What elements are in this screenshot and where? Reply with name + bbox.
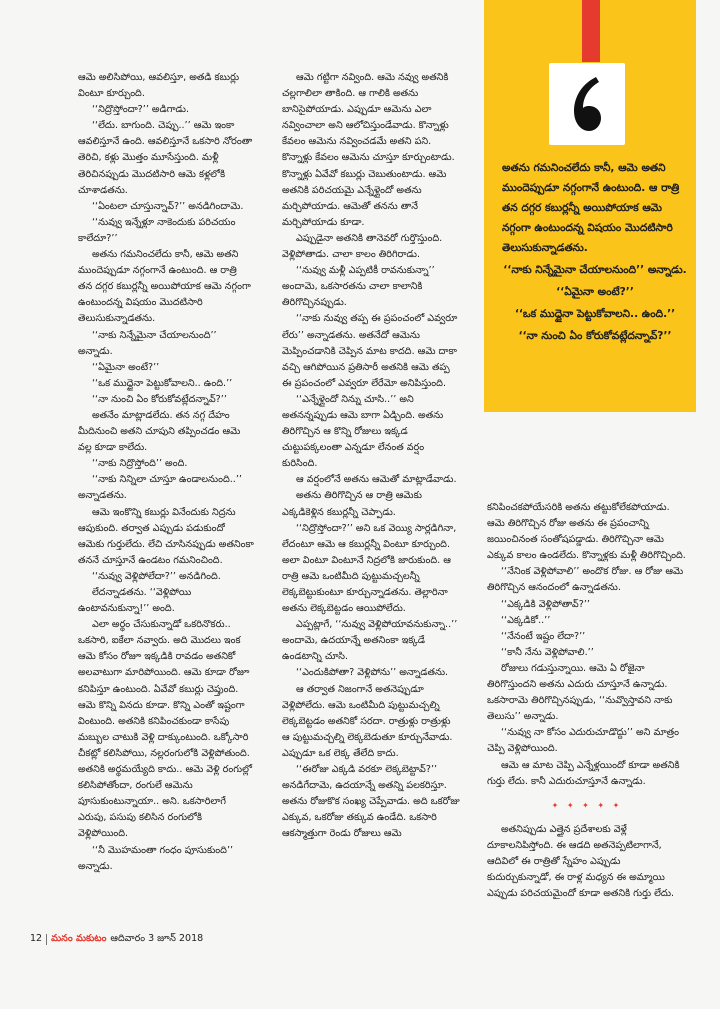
paragraph: ఆ వర్షంలోనే అతను ఆమెతో మాట్లాడేవాడు. [296, 474, 457, 486]
paragraph: ‘‘నేనింక వెళ్లిపోవాలి’’ అందొక రోజు. ఆ రోజు ఆమె తిరిగొచ్చిన ఆనందంలో ఉన్నాడతను. [487, 566, 684, 594]
issue-date: ఆదివారం 3 జూన్ 2018 [110, 933, 204, 944]
paragraph: అతను రోజుకొక సంఖ్య చెప్పేవాడు. అది ఒకరోజు ఎక్కువ, ఒకరోజు తక్కువ ఉండేది. ఒకసారి ఆకస్మాత్తుగా రెండు రోజులు ఆమె [282, 796, 460, 840]
section-divider-ornament: ✦ ✦ ✦ ✦ ✦ [551, 801, 623, 810]
paragraph: ‘‘నువ్వు వెళ్లిపోలేదా?’’ అనడిగింది. [92, 570, 221, 582]
paragraph: అతనేం మాట్లాడలేదు. తన నగ్గ దేహం మీదినుంచి అతని చూపుని తప్పించడం ఆమె వల్ల కూడా కాలేదు. [78, 409, 241, 454]
paragraph: అతనిప్పుడు ఎత్తైన ప్రదేశాలకు వెళ్లే దూకాలనిపిస్తోంది. ఈ ఆడది అతనెప్పటిలాగానే, ఆదివిలో ఈ రాత్రితో స్నేహం ఎప్పుడు కుదుర్చుకున్నాడో, ఈ రాళ్ల మధ్యన ఈ అమ్మాయి ఎప్పుడు పరిచయమైందో కూడా అతనికి గుర్తు లేదు. [487, 824, 675, 900]
paragraph: ‘‘ఒక ముద్దైనా పెట్టుకోవాలని.. ఉంది.’’ [92, 377, 233, 389]
pull-quote-line: ‘‘నాకు నిన్నేమైనా చేయాలనుంది’’ అన్నాడు. [503, 264, 687, 276]
paragraph: ‘‘నా నుంచి ఏం కోరుకోవట్లేదన్నావ్?’’ [92, 393, 227, 405]
paragraph: ఆమె ఆ మాట చెప్పి ఎన్నేళ్లయిందో కూడా అతనికి గుర్తు లేదు. కానీ ఎదురుచూస్తూనే ఉన్నాడు. [487, 759, 680, 787]
paragraph: ఎలా అర్థం చేసుకున్నాడో ఒకరినొకరు.. ఒకసారి, ఐకేలా నవ్వారు. అది మొదలు ఇంక ఆమె కోసం రోజూ ఇక్కడికి రావడం అతనికో అలవాటుగా మారిపోయింది. ఆమె కూడా రోజూ కనిపిస్తూ ఉంటుంది. ఏవేవో కబుర్లు చెప్తుంది. ఆమె కొన్ని వినదు కూడా. కొన్ని ఎంతో ఇష్టంగా వింటుంది. అతనికి కనిపించకుండా కాసేపు మబ్బుల చాటుకి వెళ్లి దాక్కుంటుంది. ఒక్కోసారి చీకట్లో కలిసిపోయి, నల్లరంగులోకి వెళ్లిపోతుంది. అతనికి అర్థమయ్యేది కాదు.. ఆమె వెళ్లి రంగుల్లో కలిసిపోతోందా, రంగులే ఆమెను పూసుకుంటున్నాయా.. అని. ఒకసారిలాగే ఎరుపు, పసుపు కలిసిన రంగులోకి వెళ్లిపోయింది. [78, 619, 252, 840]
paragraph: ‘‘ఎక్కడికో..’’ [501, 614, 551, 626]
paragraph: ‘‘ఎక్కడికి వెళ్లిపోతావ్?’’ [501, 598, 590, 610]
paragraph: ‘‘కానీ నేను వెళ్లిపోవాలి.’’ [501, 646, 594, 658]
paragraph: రోజులు గడుస్తున్నాయి. ఆమె ఏ రోజైనా తిరిగొస్తుందని అతను ఎదురు చూస్తూనే ఉన్నాడు. ఒకసారామె తిరిగొచ్చినప్పుడు, ‘‘నువ్వొస్తావని నాకు తెలుసు’’ అన్నాడు. [487, 662, 673, 723]
paragraph: కనిపించకపోయేసరికి అతను తట్టుకోలేకపోయాడు. ఆమె తిరిగొచ్చిన రోజు అతను ఈ ప్రపంచాన్ని జయించినంత సంతోషపడ్డాడు. తిరిగొచ్చినా ఆమె ఎక్కువ కాలం ఉండలేదు. కొన్నాళ్లకు మళ్లీ తిరిగొచ్చింది. [487, 502, 686, 562]
pull-quote-line: ‘‘ఒక ముద్దైనా పెట్టుకోవాలని.. ఉంది.’’ [514, 308, 676, 320]
article-column-2 [282, 70, 460, 843]
paragraph: ‘‘నాకు నిద్రొస్తోంది’’ అంది. [92, 458, 188, 470]
pull-quote-accent-bar [582, 0, 600, 62]
paragraph: ‘‘నాకు నిన్నేమైనా చేయాలనుంది’’ అన్నాడు. [78, 329, 217, 357]
magazine-name: మనం మకుటం [51, 933, 107, 944]
paragraph: ‘‘నేనంటే ఇష్టం లేదా?’’ [501, 630, 586, 642]
paragraph: ‘‘నీ మొహమంతా గంధం పూసుకుంది’’ అన్నాడు. [78, 844, 234, 872]
paragraph: ‘‘నాకు నువ్వు తప్ప ఈ ప్రపంచంలో ఎవ్వరూ లేరు’’ అన్నాడతను. అతనేదో ఆమెను మెప్పించడానికి చెప్పిన మాట కాదది. ఆమె దాకా వచ్చి ఆగిపోయిన ప్రతిసారీ అతనికి ఆమె తప్ప ఈ ప్రపంచంలో ఎవ్వరూ లేరేమో అనిపిస్తుంది. [282, 313, 458, 389]
pull-quote-text [502, 158, 688, 348]
pull-quote-intro: అతను గమనించలేదు కానీ, ఆమె అతని ముందెప్పుడూ నగ్గంగానే ఉంటుంది. ఆ రాత్రి తన దగ్గర కబుర్లన్నీ అయిపోయాక ఆమె నగ్గంగా ఉంటుందన్న విషయం మొదటిసారి తెలుసుకున్నాడతను. [502, 162, 680, 254]
paragraph: ‘‘ఏమైనా అంటే?’’ [92, 361, 160, 373]
paragraph: ‘‘ఎందుకిపోతా? వెళ్లిపోను’’ అన్నాడతను. [296, 667, 449, 679]
paragraph: అతను గమనించలేదు కానీ, ఆమె అతని ముందెప్పుడూ నగ్గంగానే ఉంటుంది. ఆ రాత్రి తన దగ్గర కబుర్లన్నీ అయిపోయాక ఆమె నగ్గంగా ఉంటుందన్న విషయం మొదటిసారి తెలుసుకున్నాడతను. [78, 249, 251, 325]
article-column-3 [487, 500, 687, 790]
paragraph: ఆ తర్వాత నిజంగానే అతనెప్పుడూ వెళ్లిపోలేదు. ఆమె ఒంటిమీది పుట్టుమచ్చల్ని లెక్కబెట్టడం అతనికో సరదా. రాత్రుళ్లు రాత్రుళ్లు ఆ పుట్టుమచ్చల్ని లెక్కబెడుతూ కూర్చునేవాడు. ఎప్పుడూ ఒక లెక్క తేలేది కాదు. [282, 683, 453, 759]
paragraph: ‘‘ఏంటలా చూస్తున్నావ్?’’ అనడిగిందామె. [92, 200, 244, 212]
paragraph: అతను తిరిగొచ్చిన ఆ రాత్రి ఆమెకు ఎక్కడికెళ్లిన కబుర్లన్నీ చెప్పాడు. [282, 490, 422, 518]
paragraph: ఎప్పుడైనా అతనికి తానెవరో గుర్తొస్తుంది. వెళ్లిపోతాడు. చాలా కాలం తిరిగిరాడు. [282, 232, 443, 261]
article-column-3-end [487, 822, 687, 902]
paragraph: ‘‘ఈరోజు ఎక్కడి వరకూ లెక్కబెట్టావ్?’’ అనడిగేదామె, ఉదయాన్నే అతన్ని పలకరిస్తూ. [282, 764, 447, 792]
pull-quote-line: ‘‘ఏమైనా అంటే?’’ [556, 286, 634, 298]
paragraph: ఆమె అలిసిపోయి, ఆవలిస్తూ, అతడి కబుర్లు వింటూ కూర్చుంది. [78, 72, 240, 100]
paragraph: ‘‘నువ్వు మళ్లీ ఎప్పటికీ రావనుకున్నా’’ అందామె, ఒకసారతను చాలా కాలానికి తిరిగొచ్చినప్పుడు. [282, 265, 435, 309]
quote-mark-icon [549, 63, 625, 145]
paragraph: ‘‘నువ్వు నా కోసం ఎదురుచూడొద్దు’’ అని మాత్రం చెప్పి వెళ్లిపోయింది. [487, 727, 680, 755]
page-footer [30, 932, 203, 946]
footer-separator [46, 934, 47, 945]
page-number: 12 [30, 933, 43, 944]
quote-mark-glyph [570, 75, 604, 133]
paragraph: ‘‘లేదు. బాగుంది. చెప్పు..’’ ఆమె ఇంకా ఆవలిస్తూనే ఉంది. ఆవలిస్తూనే ఒకసారి నోరంతా తెరిచి, కళ్లు మొత్తం మూసేస్తుంది. మళ్లీ తెరిచినప్పుడు మొదటిసారి ఆమె కళ్లలోకి చూశాడతను. [78, 120, 253, 196]
paragraph: ఆమె ఇంకొన్ని కబుర్లు వినేందుకు నిద్రను ఆపుకుంది. తర్వాత ఎప్పుడు పడుకుందో ఆమెకు గుర్తులేదు. లేచి చూసినప్పుడు అతనింకా తననే చూస్తూనే ఉండటం గమనించింది. [78, 506, 254, 566]
paragraph: ఎప్పట్లాగే, ‘‘నువ్వు వెళ్లిపోయావనుకున్నా..’’ అందామె, ఉదయాన్నే అతనింకా ఇక్కడే ఉండటాన్ని చూసి. [282, 619, 458, 663]
paragraph: లేదన్నాడతను. ‘‘వెళ్లిపోయి ఉంటావనుకున్నా!’’ అంది. [78, 587, 192, 615]
pull-quote-line: ‘‘నా నుంచి ఏం కోరుకోవట్లేదన్నావ్?’’ [518, 330, 672, 342]
article-column-1 [78, 70, 254, 875]
paragraph: ‘‘నువ్వు ఇన్నేళ్లూ నాకెందుకు పరిచయం కాలేదూ?’’ [78, 216, 236, 244]
paragraph: ‘‘ఎన్నేళ్లైందో నిన్ను చూసి..’’ అని అతనన్నప్పుడు ఆమె బాగా ఏడ్చింది. అతను తిరిగొచ్చిన ఆ కొన్ని రోజులు ఇక్కడ చుట్టుపక్కలంతా ఎన్నడూ లేనంత వర్షం కురిసింది. [282, 393, 444, 470]
paragraph: ‘‘నిద్రొస్తోందా?’’ అడిగాడు. [92, 104, 190, 116]
paragraph: ‘‘నాకు నిన్నిలా చూస్తూ ఉండాలనుంది..’’ అన్నాడతను. [78, 474, 242, 502]
paragraph: ఆమె గట్టిగా నవ్వింది. ఆమె నవ్వు అతనికి చల్లగాలిలా తాకింది. ఆ గాలికి అతను బానిసైపోయాడు. ఎప్పుడూ ఆమెను ఎలా నవ్వించాలా అని ఆలోచిస్తుండేవాడు. కొన్నాళ్లు కేవలం ఆమెను నవ్వించడమే అతని పని. కొన్నాళ్లు కేవలం ఆమెను చూస్తూ కూర్చుంటాడు. కొన్నాళ్లు ఏవేవో కబుర్లు చెబుతుంటాడు. ఆమె అతనికి పరిచయమై ఎన్నేళ్లైందో అతను మర్చిపోయాడు. ఆమెతో తనను తానే మర్చిపోయాడు కూడా. [282, 72, 455, 228]
paragraph: ‘‘నిద్రొస్తోందా?’’ అని ఒక వెయ్యి సార్లడిగినా, లేదంటూ ఆమె ఆ కబుర్లన్నీ వింటూ కూర్చుంది. అలా వింటూ వింటూనే నిద్రలోకి జారుకుంది. ఆ రాత్రి ఆమె ఒంటిమీది పుట్టుమచ్చలన్నీ లెక్కబెట్టుకుంటూ కూర్చున్నాడతను. తెల్లారినా అతను లెక్కబెట్టడం ఆయిపోలేదు. [282, 522, 457, 615]
